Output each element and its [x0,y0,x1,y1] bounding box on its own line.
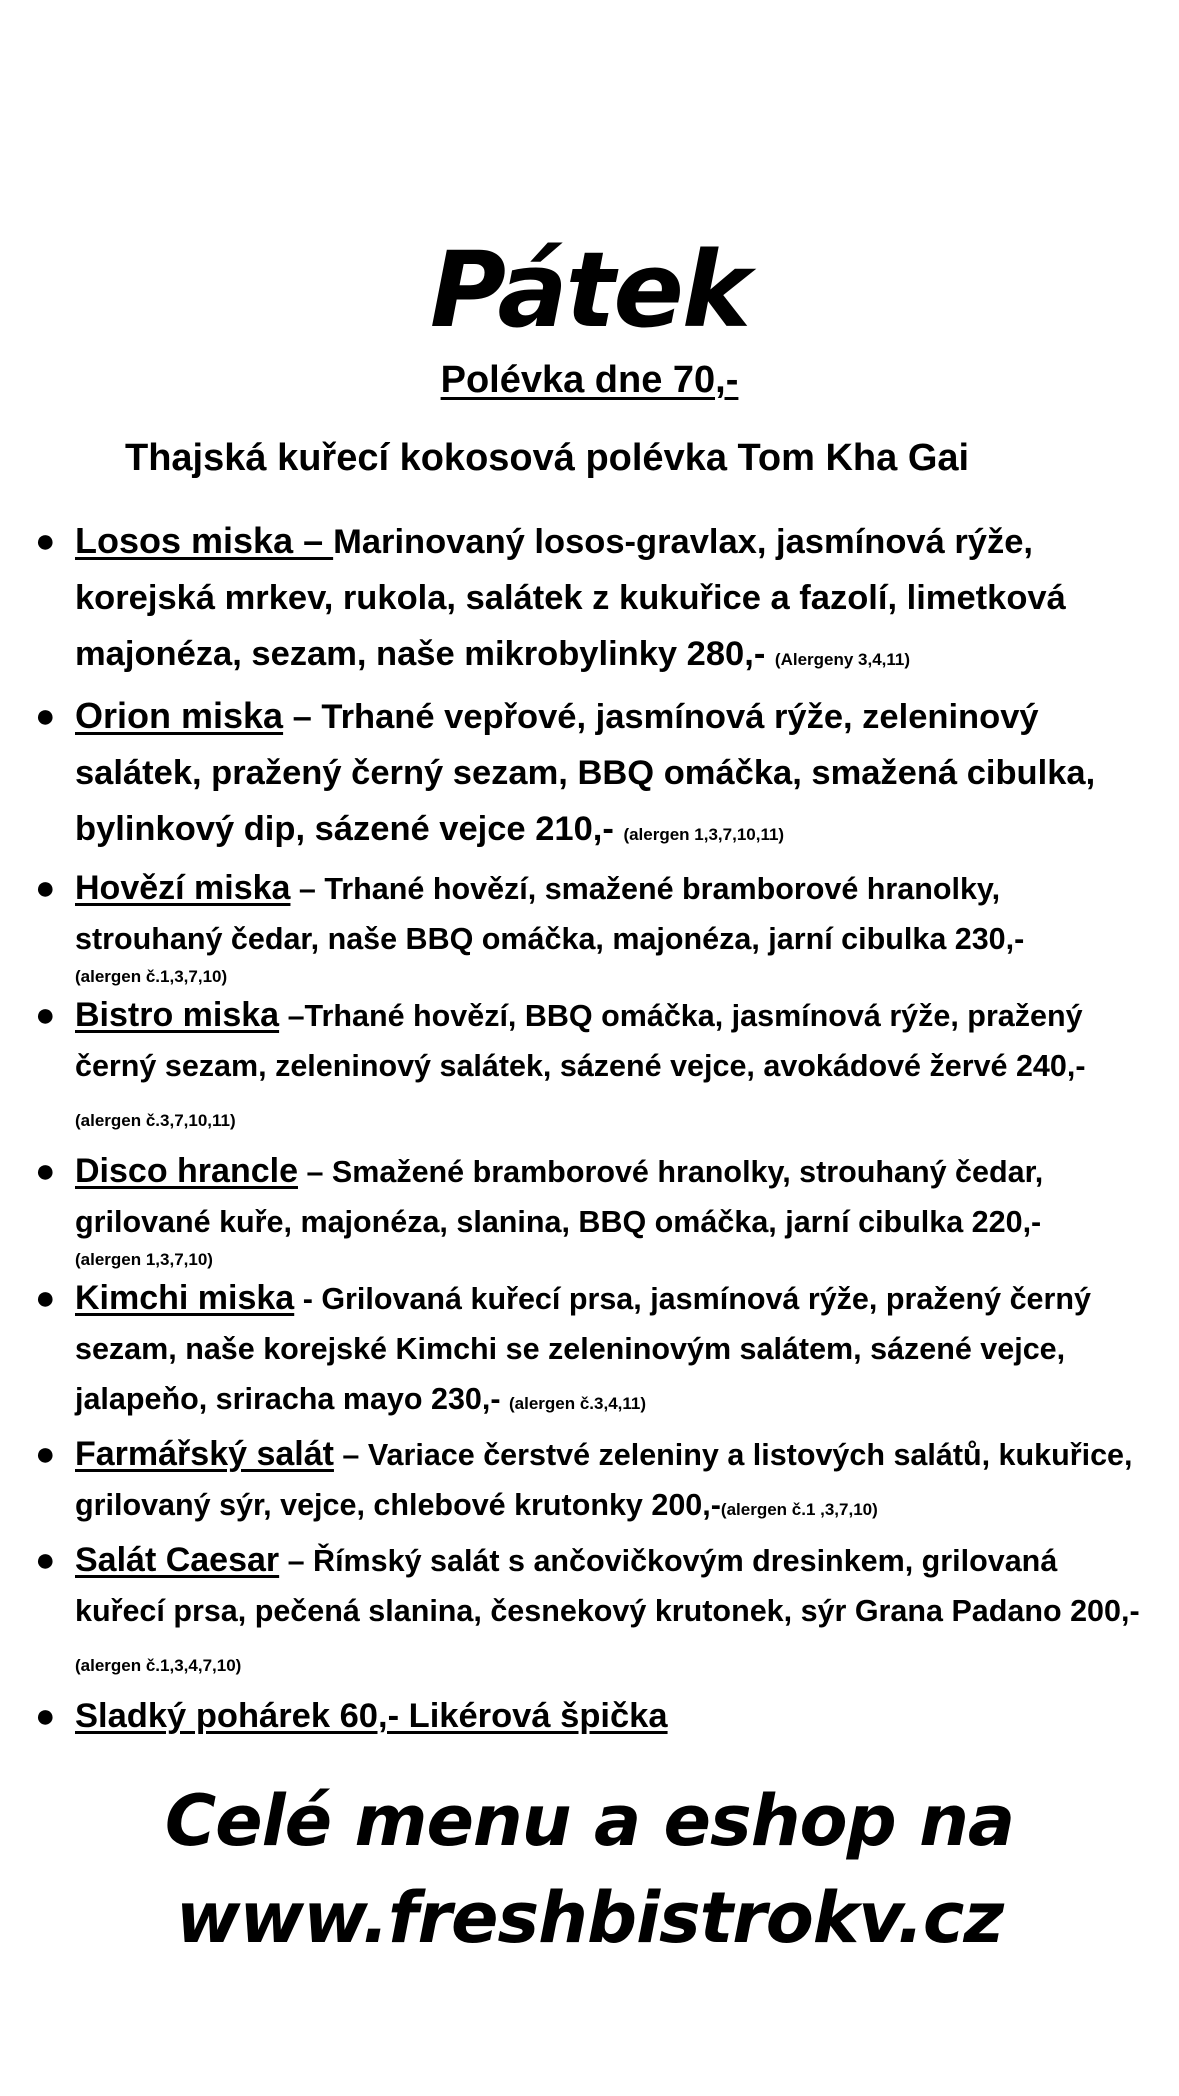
menu-item-farmarsky-salat [35,1429,1155,1535]
menu-item-allergens: (alergen č.3,7,10,11) [75,1111,236,1130]
menu-item-name: Orion miska [75,695,284,736]
bullet-icon: ● [35,1435,56,1473]
menu-item-description: –Trhané hovězí, BBQ omáčka, jasmínová rýže, pražený černý sezam, zeleninový salátek, sázené vejce, avokádové žervé 240,- [75,999,1086,1083]
menu-item-allergens: (alergen č.1,3,7,10) [75,967,228,986]
menu-item-description: – Variace čerstvé zeleniny a listových salátů, kukuřice, grilovaný sýr, vejce, chlebové krutonky 200,- [75,1438,1133,1522]
menu-item-bistro-miska [35,990,1155,1146]
menu-item-name: Farmářský salát [75,1435,334,1473]
menu-item-kimchi-miska [35,1273,1155,1429]
menu-item-description: – Trhané vepřové, jasmínová rýže, zeleninový salátek, pražený černý sezam, BBQ omáčka, smažená cibulka, bylinkový dip, sázené vejce 210,- [75,698,1096,848]
menu-item-description: – Římský salát s ančovičkovým dresinkem, grilovaná kuřecí prsa, pečená slanina, česnekový krutonek, sýr Grana Padano 200,- [75,1544,1140,1628]
menu-item-orion-miska [35,688,1155,863]
menu-item-disco-hrancle [35,1146,1155,1273]
menu-item-description: - Grilovaná kuřecí prsa, jasmínová rýže, pražený černý sezam, naše korejské Kimchi se zeleninovým salátem, sázené vejce, jalapeňo, sriracha mayo 230,- [75,1282,1091,1416]
soup-of-the-day-heading: Polévka dne 70,- [440,359,739,401]
bullet-icon: ● [35,1697,56,1735]
menu-item-description: – Smažené bramborové hranolky, strouhaný čedar, grilované kuře, majonéza, slanina, BBQ omáčka, jarní cibulka 220,- [75,1155,1044,1239]
bullet-icon: ● [35,1541,56,1579]
menu-item-allergens: (alergen č.1 ,3,7,10) [720,1500,878,1519]
bullet-icon: ● [35,869,56,907]
footer-eshop-line: Celé menu a eshop na [164,1780,1015,1862]
footer-website-link[interactable]: www.freshbistrokv.cz [175,1877,1004,1959]
menu-item-name: Losos miska – [75,520,334,561]
page-title: Pátek [429,229,750,351]
menu-item-allergens: (alergen 1,3,7,10,11) [623,825,785,844]
menu-list [35,513,1155,1742]
menu-item-name: Salát Caesar [75,1541,280,1579]
menu-item-name: Bistro miska [75,996,280,1034]
menu-item-allergens: (alergen č.1,3,4,7,10) [75,1656,242,1675]
menu-item-hovezi-miska [35,863,1155,990]
menu-item-salat-caesar [35,1535,1155,1691]
menu-item-allergens: (alergen 1,3,7,10) [75,1250,213,1269]
menu-item-description: – Trhané hovězí, smažené bramborové hranolky, strouhaný čedar, naše BBQ omáčka, majonéza, jarní cibulka 230,- [75,872,1025,956]
bullet-icon: ● [35,697,56,735]
soup-of-the-day-name: Thajská kuřecí kokosová polévka Tom Kha Gai [125,437,970,479]
menu-item-sladky-poharek [35,1691,1155,1742]
menu-item-allergens: (Alergeny 3,4,11) [774,650,911,669]
menu-item-description: Marinovaný losos-gravlax, jasmínová rýže, korejská mrkev, rukola, salátek z kukuřice a fazolí, limetková majonéza, sezam, naše mikrobylinky 280,- [75,523,1066,673]
menu-item-name: Hovězí miska [75,869,291,907]
bullet-icon: ● [35,1152,56,1190]
menu-item-name: Kimchi miska [75,1279,295,1317]
bullet-icon: ● [35,996,56,1034]
menu-item-losos-miska [35,513,1155,688]
menu-item-name: Sladký pohárek 60,- Likérová špička [75,1697,668,1735]
bullet-icon: ● [35,1279,56,1317]
menu-item-name: Disco hrancle [75,1152,298,1190]
menu-item-allergens: (alergen č.3,4,11) [509,1394,647,1413]
bullet-icon: ● [35,522,56,560]
